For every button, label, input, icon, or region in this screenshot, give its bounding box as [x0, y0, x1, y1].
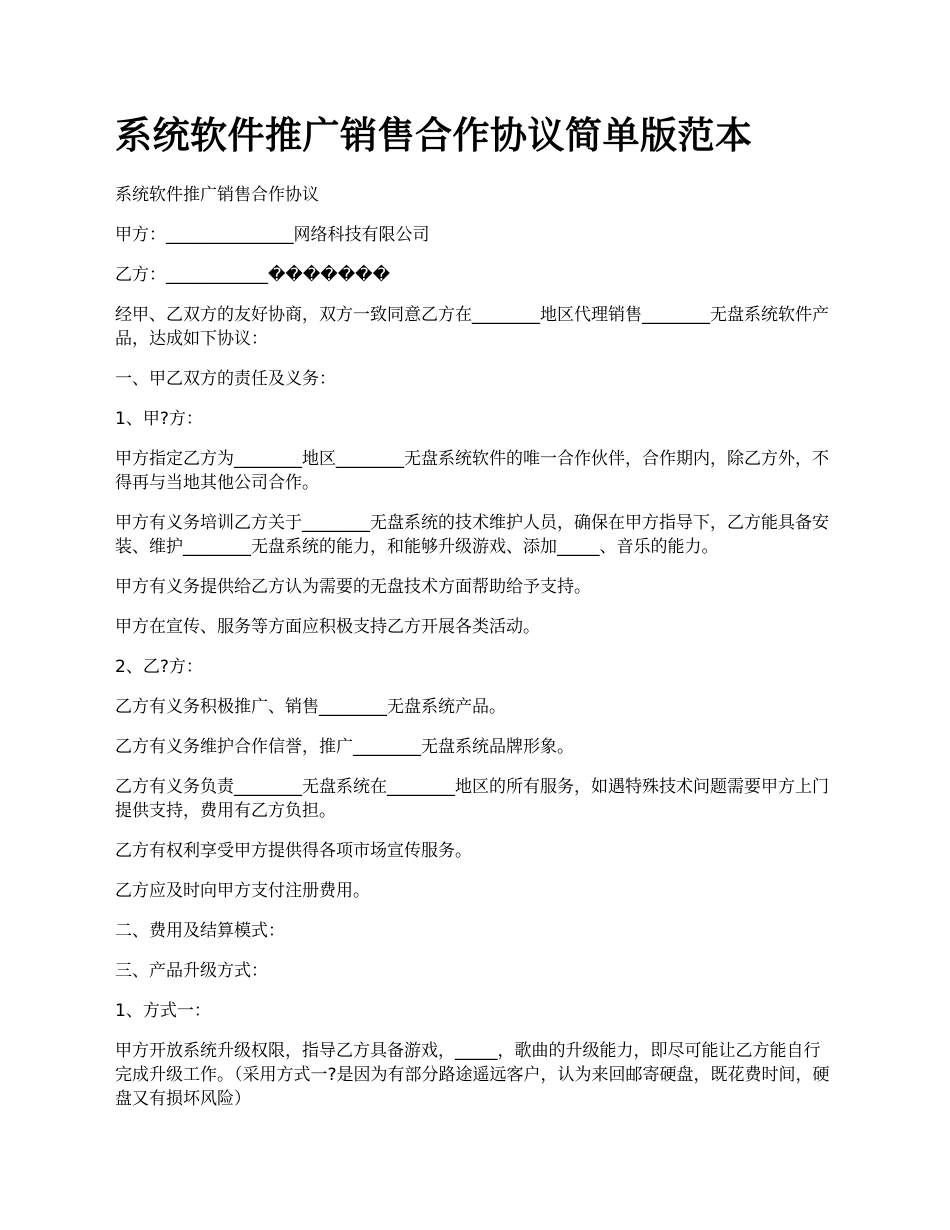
clause-paragraph: 乙方有义务负责________无盘系统在________地区的所有服务，如遇特殊技术问题需要甲方上门提供支持，费用有乙方负担。	[115, 777, 829, 821]
section-heading: 一、甲乙双方的责任及义务：	[115, 369, 336, 389]
subsection-heading: 2、乙?方：	[115, 657, 203, 677]
clause-paragraph: 甲方有义务培训乙方关于________无盘系统的技术维护人员，确保在甲方指导下，乙方能具备安装、维护________无盘系统的能力，和能够升级游戏、添加_____、音乐的能力。	[115, 513, 829, 557]
document-page	[115, 112, 837, 1127]
clause-paragraph: 甲方指定乙方为________地区________无盘系统软件的唯一合作伙伴，合作期内，除乙方外，不得再与当地其他公司合作。	[115, 449, 829, 493]
section-heading: 二、费用及结算模式：	[115, 921, 285, 941]
clause-paragraph: 乙方有义务维护合作信誉，推广________无盘系统品牌形象。	[115, 737, 574, 757]
clause-paragraph: 乙方有权利享受甲方提供得各项市场宣传服务。	[115, 841, 472, 861]
intro-paragraph: 经甲、乙双方的友好协商，双方一致同意乙方在________地区代理销售________无盘系统软件产品，达成如下协议：	[115, 305, 829, 349]
section-heading: 三、产品升级方式：	[115, 961, 268, 981]
document-title: 系统软件推广销售合作协议简单版范本	[115, 114, 753, 157]
clause-paragraph: 甲方在宣传、服务等方面应积极支持乙方开展各类活动。	[115, 617, 540, 637]
clause-paragraph: 甲方有义务提供给乙方认为需要的无盘技术方面帮助给予支持。	[115, 577, 591, 597]
subtitle-paragraph: 系统软件推广销售合作协议	[115, 185, 319, 205]
clause-paragraph: 乙方应及时向甲方支付注册费用。	[115, 881, 370, 901]
party-b-line: 乙方：____________�������	[115, 265, 391, 285]
subsection-heading: 1、方式一：	[115, 1001, 211, 1021]
clause-paragraph: 甲方开放系统升级权限，指导乙方具备游戏，_____，歌曲的升级能力，即尽可能让乙方能自行完成升级工作。（采用方式一?是因为有部分路途遥远客户，认为来回邮寄硬盘，既花费时间，硬盘又有损坏风险）	[115, 1041, 830, 1109]
clause-paragraph: 乙方有义务积极推广、销售________无盘系统产品。	[115, 697, 506, 717]
party-a-line: 甲方：_______________网络科技有限公司	[115, 225, 430, 245]
subsection-heading: 1、甲?方：	[115, 409, 203, 429]
